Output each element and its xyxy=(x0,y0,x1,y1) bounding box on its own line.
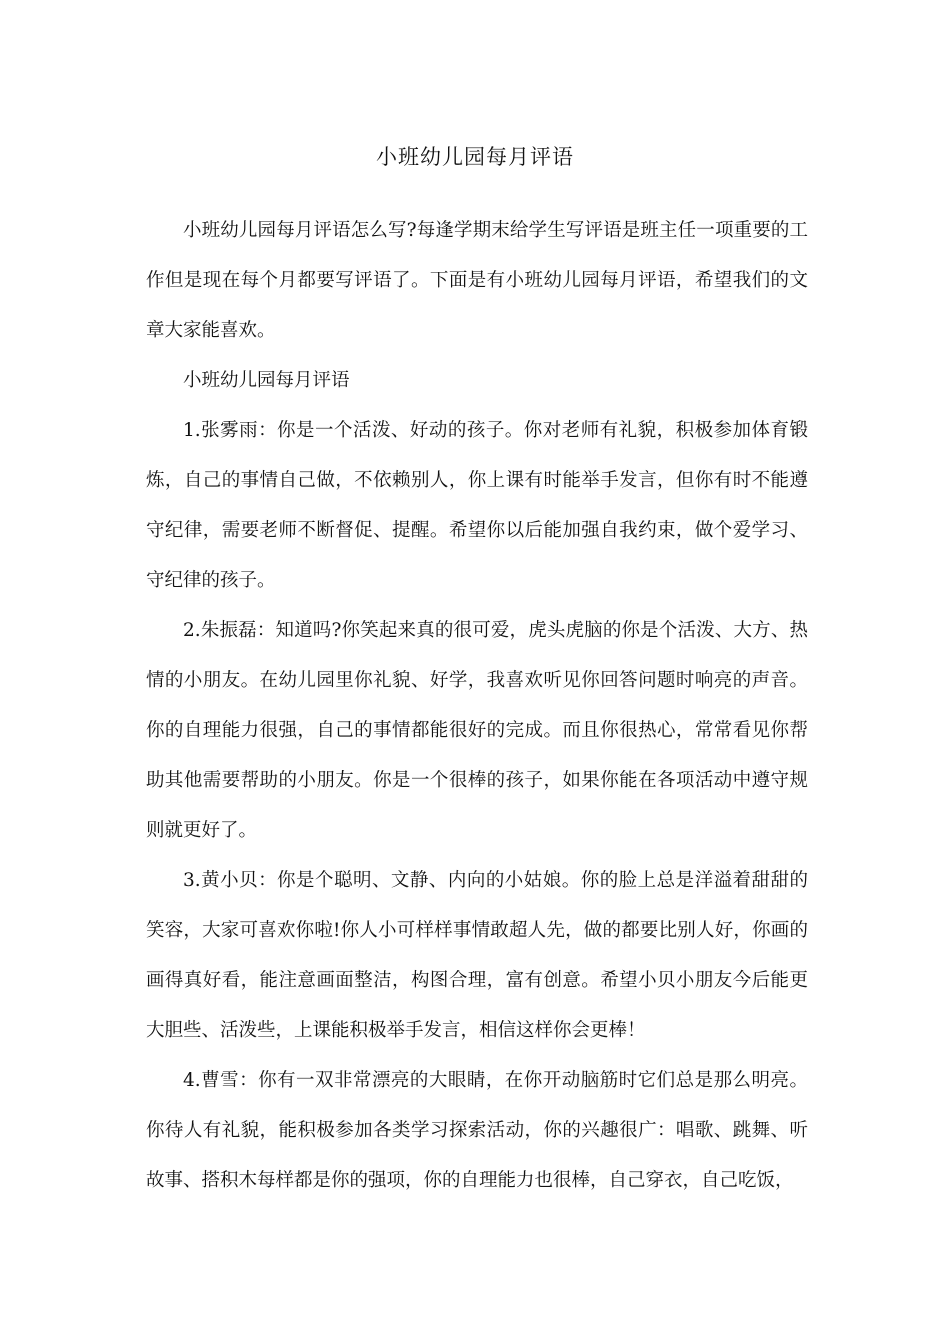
comment-paragraph-2: 2.朱振磊：知道吗?你笑起来真的很可爱，虎头虎脑的你是个活泼、大方、热情的小朋友。在幼儿园里你礼貌、好学，我喜欢听见你回答问题时响亮的声音。你的自理能力很强，自己的事情都能很好的完成。而且你很热心，常常看见你帮助其他需要帮助的小朋友。你是一个很棒的孩子，如果你能在各项活动中遵守规则就更好了。 xyxy=(146,620,808,841)
comment-paragraph-1: 1.张雾雨：你是一个活泼、好动的孩子。你对老师有礼貌，积极参加体育锻炼，自己的事情自己做，不依赖别人，你上课有时能举手发言，但你有时不能遵守纪律，需要老师不断督促、提醒。希望你以后能加强自我约束，做个爱学习、守纪律的孩子。 xyxy=(146,420,808,591)
comment-paragraph-3: 3.黄小贝：你是个聪明、文静、内向的小姑娘。你的脸上总是洋溢着甜甜的笑容，大家可喜欢你啦!你人小可样样事情敢超人先，做的都要比别人好，你画的画得真好看，能注意画面整洁，构图合理，富有创意。希望小贝小朋友今后能更大胆些、活泼些，上课能积极举手发言，相信这样你会更棒！ xyxy=(146,870,808,1041)
document-title: 小班幼儿园每月评语 xyxy=(376,145,574,169)
comment-paragraph-4: 4.曹雪：你有一双非常漂亮的大眼睛，在你开动脑筋时它们总是那么明亮。你待人有礼貌，能积极参加各类学习探索活动，你的兴趣很广：唱歌、跳舞、听故事、搭积木每样都是你的强项，你的自理能力也很棒，自己穿衣，自己吃饭， xyxy=(146,1070,808,1191)
intro-paragraph: 小班幼儿园每月评语怎么写?每逢学期末给学生写评语是班主任一项重要的工作但是现在每个月都要写评语了。下面是有小班幼儿园每月评语，希望我们的文章大家能喜欢。 xyxy=(146,220,808,341)
document-body xyxy=(146,206,808,1206)
section-heading: 小班幼儿园每月评语 xyxy=(183,370,350,391)
